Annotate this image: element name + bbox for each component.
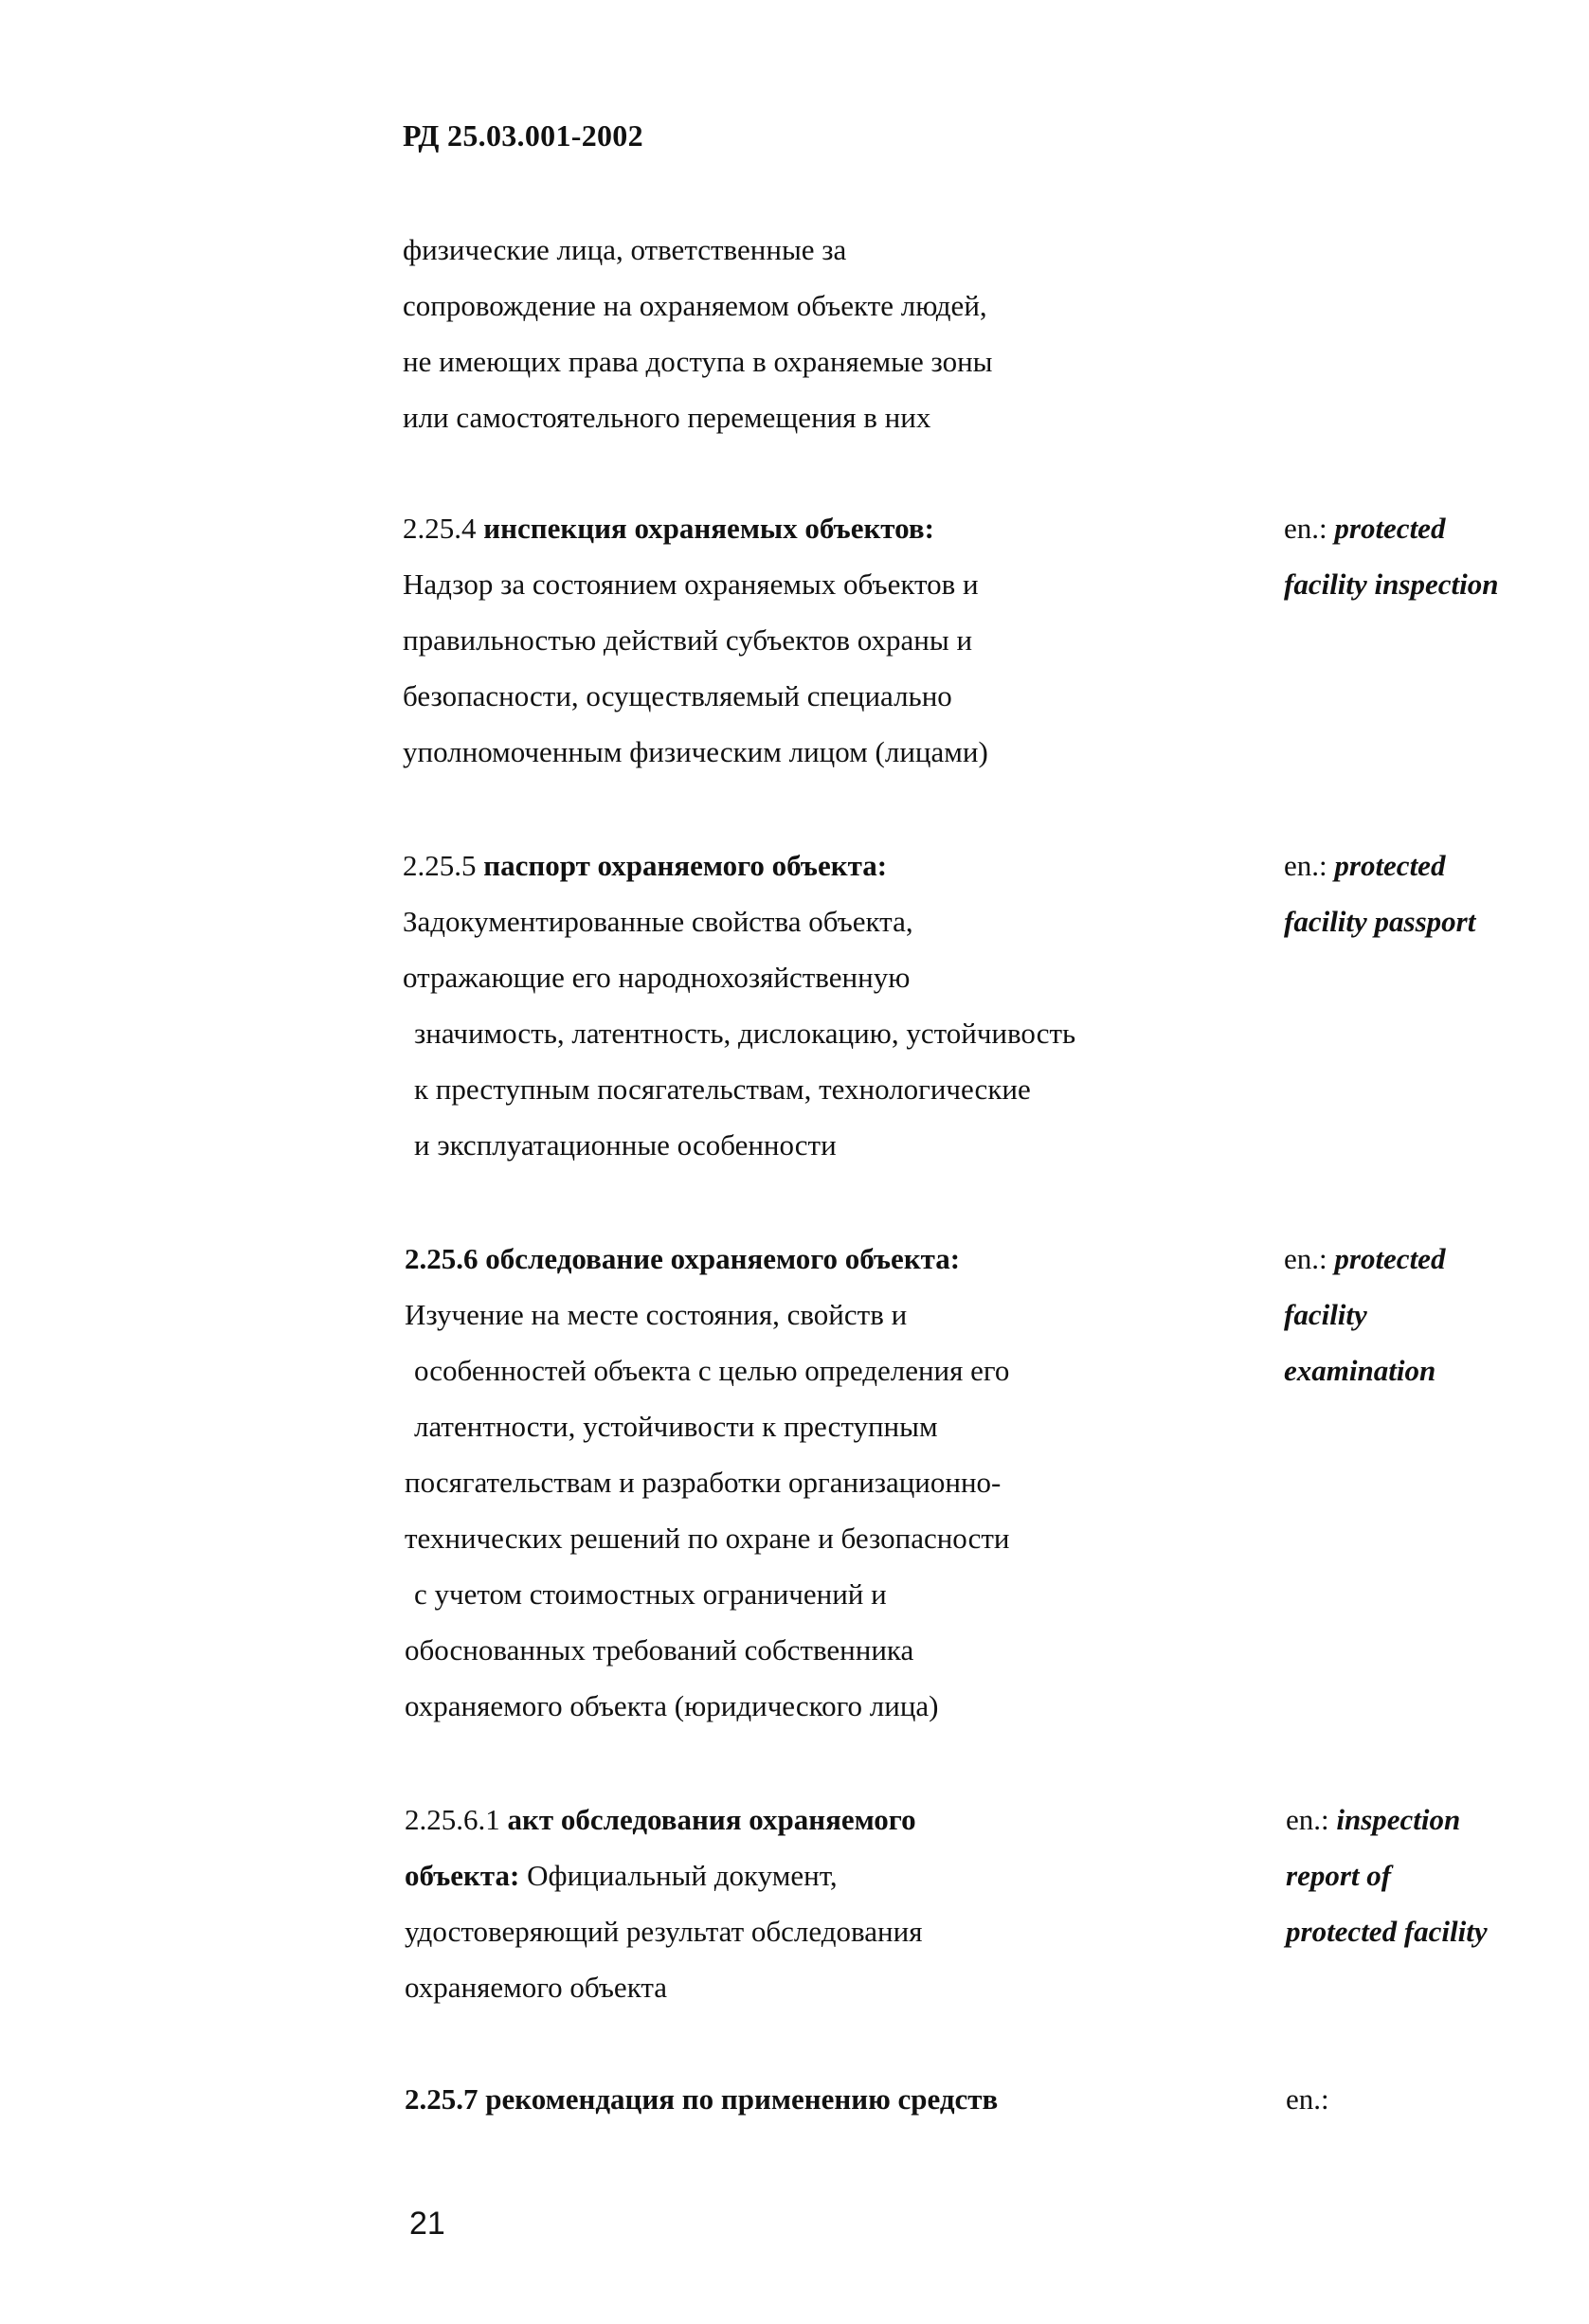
- entry-heading: [405, 1805, 916, 1834]
- text-line: посягательствам и разработки организационно-: [405, 1466, 1002, 1499]
- en-term: protected: [1334, 849, 1446, 882]
- entry-heading: 2.25.7 рекомендация по применению средств: [405, 2082, 999, 2116]
- entry-number: 2.25.5: [403, 849, 477, 882]
- en-term: facility inspection: [1284, 567, 1499, 601]
- entry-heading: 2.25.6 обследование охраняемого объекта:: [405, 1242, 961, 1275]
- en-prefix: en.:: [1286, 1803, 1329, 1836]
- document-code: РД 25.03.001-2002: [403, 118, 643, 153]
- text-line: к преступным посягательствам, технологические: [414, 1072, 1031, 1106]
- english-equivalent: [1284, 851, 1445, 880]
- text-line: охраняемого объекта (юридического лица): [405, 1689, 939, 1722]
- entry-heading: [403, 851, 887, 880]
- en-term: facility: [1284, 1298, 1367, 1331]
- en-term: report of: [1286, 1859, 1392, 1892]
- text-line: правильностью действий субъектов охраны и: [403, 623, 973, 657]
- text-line: технических решений по охране и безопасности: [405, 1522, 1010, 1555]
- text-line: латентности, устойчивости к преступным: [414, 1410, 938, 1443]
- english-equivalent: [1284, 1244, 1445, 1273]
- text-line: обоснованных требований собственника: [405, 1633, 914, 1666]
- text-line: сопровождение на охраняемом объекте людей,: [403, 289, 987, 322]
- text-line: особенностей объекта с целью определения его: [414, 1354, 1010, 1387]
- entry-heading: [403, 513, 934, 543]
- definition-start: Официальный документ,: [527, 1859, 838, 1892]
- en-prefix: en.:: [1286, 2082, 1329, 2116]
- en-term: protected: [1334, 1242, 1446, 1275]
- text-line: Задокументированные свойства объекта,: [403, 905, 913, 938]
- text-line: охраняемого объекта: [405, 1971, 668, 2004]
- text-line: или самостоятельного перемещения в них: [403, 401, 931, 434]
- english-equivalent: [1286, 1805, 1460, 1834]
- text-line: физические лица, ответственные за: [403, 233, 847, 266]
- en-term: facility passport: [1284, 905, 1476, 938]
- entry-term: объекта:: [405, 1859, 520, 1892]
- text-line: Изучение на месте состояния, свойств и: [405, 1298, 908, 1331]
- english-equivalent: [1284, 513, 1445, 543]
- en-term: examination: [1284, 1354, 1436, 1387]
- text-line: Надзор за состоянием охраняемых объектов и: [403, 567, 979, 601]
- entry-number: 2.25.6.1: [405, 1803, 500, 1836]
- text-line: не имеющих права доступа в охраняемые зоны: [403, 345, 993, 378]
- en-prefix: en.:: [1284, 849, 1327, 882]
- text-line: значимость, латентность, дислокацию, устойчивость: [414, 1017, 1076, 1050]
- text-line: удостоверяющий результат обследования: [405, 1915, 923, 1948]
- text-line: [405, 1861, 838, 1890]
- text-line: отражающие его народнохозяйственную: [403, 961, 911, 994]
- entry-term: акт обследования охраняемого: [507, 1803, 916, 1836]
- page-number: 21: [409, 2206, 445, 2242]
- entry-term: инспекция охраняемых объектов:: [483, 512, 934, 545]
- text-line: с учетом стоимостных ограничений и: [414, 1577, 887, 1611]
- en-term: inspection: [1336, 1803, 1461, 1836]
- en-prefix: en.:: [1284, 512, 1327, 545]
- entry-term: паспорт охраняемого объекта:: [483, 849, 888, 882]
- en-prefix: en.:: [1284, 1242, 1327, 1275]
- text-line: и эксплуатационные особенности: [414, 1128, 837, 1162]
- en-term: protected: [1334, 512, 1446, 545]
- text-line: уполномоченным физическим лицом (лицами): [403, 735, 988, 768]
- en-term: protected facility: [1286, 1915, 1488, 1948]
- text-line: безопасности, осуществляемый специально: [403, 679, 952, 712]
- entry-number: 2.25.4: [403, 512, 477, 545]
